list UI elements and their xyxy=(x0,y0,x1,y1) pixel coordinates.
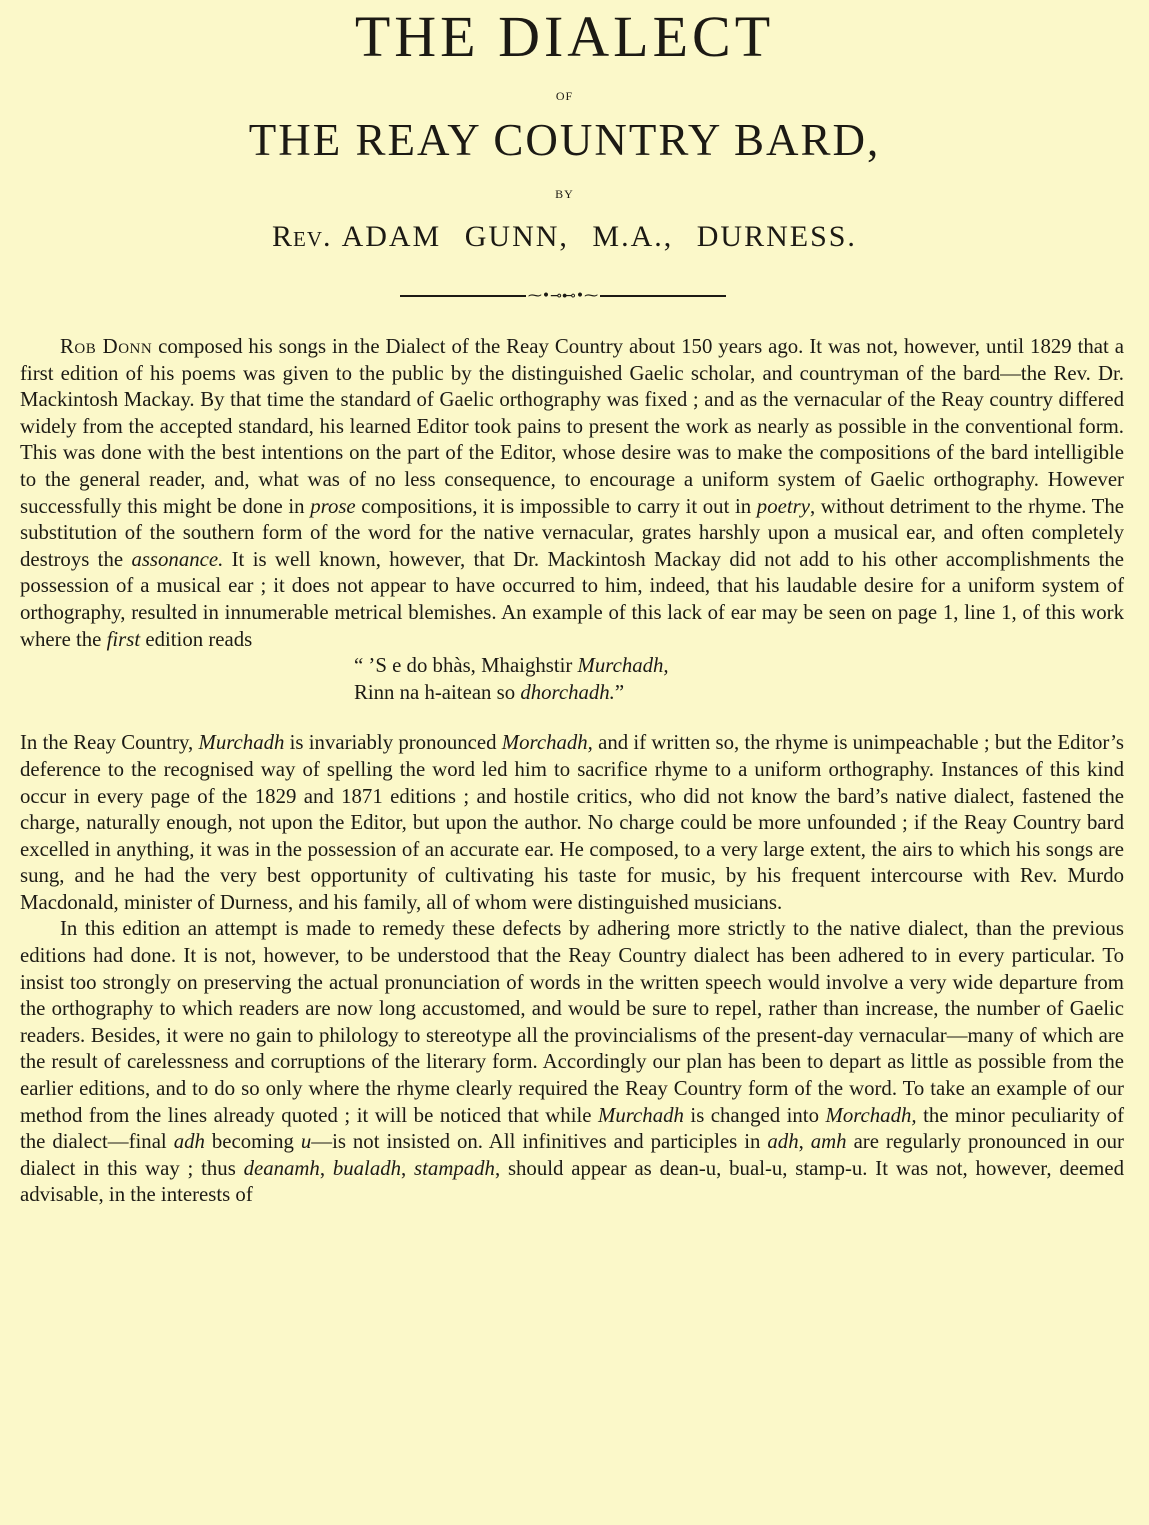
italic-term: u xyxy=(300,1130,312,1154)
paragraph-text: , without detriment to the rhyme. The substitution of the southern form of the word for the native vernacular, grates harshly upon a musical ear, and often completely destroys the xyxy=(20,494,1125,571)
decorative-rule xyxy=(400,288,726,304)
paragraph-text: , should appear as dean-u, bual-u, stamp-u. It was not, however, deemed advisable, in the interests of xyxy=(20,1156,1124,1207)
paragraph-text: —is not insisted on. All infinitives and participles in xyxy=(311,1130,768,1154)
paragraph-text: edition reads xyxy=(140,627,253,651)
italic-term: poetry xyxy=(756,494,810,518)
paragraph-3 xyxy=(20,916,1124,1209)
document-title: THE DIALECT xyxy=(354,4,775,69)
paragraph-text: and if written so, the rhyme is unimpeachable ; but the Editor’s deference to the recognised way of spelling the word led him to sacrifice rhyme to a uniform orthography. Instances of this kind occur in every page of the 1829 and 1871 editions ; and hostile critics, who did not know the bard’s native dialect, fastened the charge, naturally enough, not upon the Editor, but upon the author. No charge could be more unfounded ; if the Reay Country bard excelled in anything, it was in the possession of an accurate ear. He composed, to a very large extent, the airs to which his songs are sung, and he had the very best opportunity of cultivating his taste for music, by his frequent intercourse with Rev. Murdo Macdonald, minister of Durness, and his family, all of whom were distinguished musicians. xyxy=(20,731,1124,914)
italic-term: Morchadh, xyxy=(825,1103,917,1127)
verse-line-1 xyxy=(354,653,1124,680)
paragraph-text: composed his songs in the Dialect of the Reay Country about 150 years ago. It was not, however, until 1829 that a first edition of his poems was given to the public by the distinguished Gaelic scholar, and countryman of the bard—the Rev. Dr. Mackintosh Mackay. By that time the standard of Gaelic orthography was fixed ; and as the vernacular of the Reay country differed widely from the accepted standard, his learned Editor took pains to present the work as nearly as possible in the conventional form. This was done with the best intentions on the part of the Editor, whose desire was to make the compositions of the bard intelligible to the general reader, and, what was of no less consequence, to encourage a uniform system of Gaelic orthography. However successfully this might be done in xyxy=(20,335,1124,518)
document-subtitle: THE REAY COUNTRY BARD, xyxy=(248,115,881,165)
paragraph-text: is changed into xyxy=(683,1103,826,1127)
ornament-rule-right xyxy=(600,295,726,297)
italic-term: Murchadh xyxy=(598,1103,684,1127)
paragraph-text: the minor peculiarity of the dialect—final xyxy=(20,1103,1125,1154)
verse-text: “ ’S e do bhàs, Mhaighstir xyxy=(354,654,578,678)
italic-term: deanamh xyxy=(243,1156,320,1180)
paragraph-text: , xyxy=(798,1130,811,1154)
paragraph-text: becoming xyxy=(204,1130,301,1154)
italic-term: assonance. xyxy=(131,547,224,571)
verse-italic: dhorchadh. xyxy=(520,680,615,704)
author-line xyxy=(0,222,1129,252)
italic-term: prose xyxy=(310,494,356,518)
paragraph-text: It is well known, however, that Dr. Mackintosh Mackay did not add to his other accomplishments the possession of a musical ear ; it does not appear to have occurred to him, indeed, that his laudable desire for a uniform system of orthography, resulted in innumerable metrical blemishes. An example of this lack of ear may be seen on page 1, line 1, of this work where the xyxy=(20,547,1124,651)
paragraph-text: , xyxy=(319,1156,333,1180)
ornament-icon: ⁓•⊸⊷•⁓ xyxy=(527,288,599,304)
italic-term: adh xyxy=(173,1130,205,1154)
verse-text: ” xyxy=(614,680,625,704)
body-text xyxy=(20,334,1124,1209)
paragraph-1 xyxy=(20,334,1124,653)
lead-smallcaps: Rob Donn xyxy=(60,335,153,358)
title-by-label: BY xyxy=(555,187,574,201)
paragraph-text: , xyxy=(401,1156,415,1180)
paragraph-text: are regularly pronounced in our dialect in this way ; thus xyxy=(20,1130,1124,1180)
italic-term: adh xyxy=(767,1130,799,1154)
italic-term: amh xyxy=(810,1130,847,1154)
paragraph-text: compositions, it is impossible to carry it out in xyxy=(355,494,757,518)
italic-term: first xyxy=(106,627,141,651)
verse-italic: Murchadh, xyxy=(577,654,669,678)
author-name: ADAM GUNN, M.A., DURNESS. xyxy=(341,220,857,253)
ornament-rule-left xyxy=(400,295,526,297)
paragraph-text: In this edition an attempt is made to remedy these defects by adhering more strictly to the native dialect, than the previous editions had done. It is not, however, to be understood that the Reay Country dialect has been adhered to in every particular. To insist too strongly on preserving the actual pronunciation of words in the written speech would involve a very wide departure from the orthography to which readers are now long accustomed, and would be sure to repel, rather than increase, the number of Gaelic readers. Besides, it were no gain to philology to stereotype all the provincialisms of the present-day vernacular—many of which are the result of carelessness and corruptions of the literary form. Accordingly our plan has been to depart as little as possible from the earlier editions, and to do so only where the rhyme clearly required the Reay Country form of the word. To take an example of our method from the lines already quoted ; it will be noticed that while xyxy=(20,917,1124,1127)
quoted-verse xyxy=(354,653,1124,706)
italic-term: Morchadh, xyxy=(501,731,593,755)
italic-term: bualadh xyxy=(332,1156,402,1180)
verse-text: Rinn na h-aitean so xyxy=(354,680,521,704)
title-of-label: OF xyxy=(555,89,574,103)
paragraph-text: In the Reay Country, xyxy=(20,731,199,755)
italic-term: Murchadh xyxy=(198,731,285,755)
paragraph-text: is invariably pronounced xyxy=(284,731,502,755)
author-prefix: Rev. xyxy=(272,220,332,253)
verse-line-2 xyxy=(354,680,1124,707)
italic-term: stampadh xyxy=(414,1156,495,1180)
paragraph-2 xyxy=(20,730,1124,916)
paragraph-gap xyxy=(20,706,1124,730)
